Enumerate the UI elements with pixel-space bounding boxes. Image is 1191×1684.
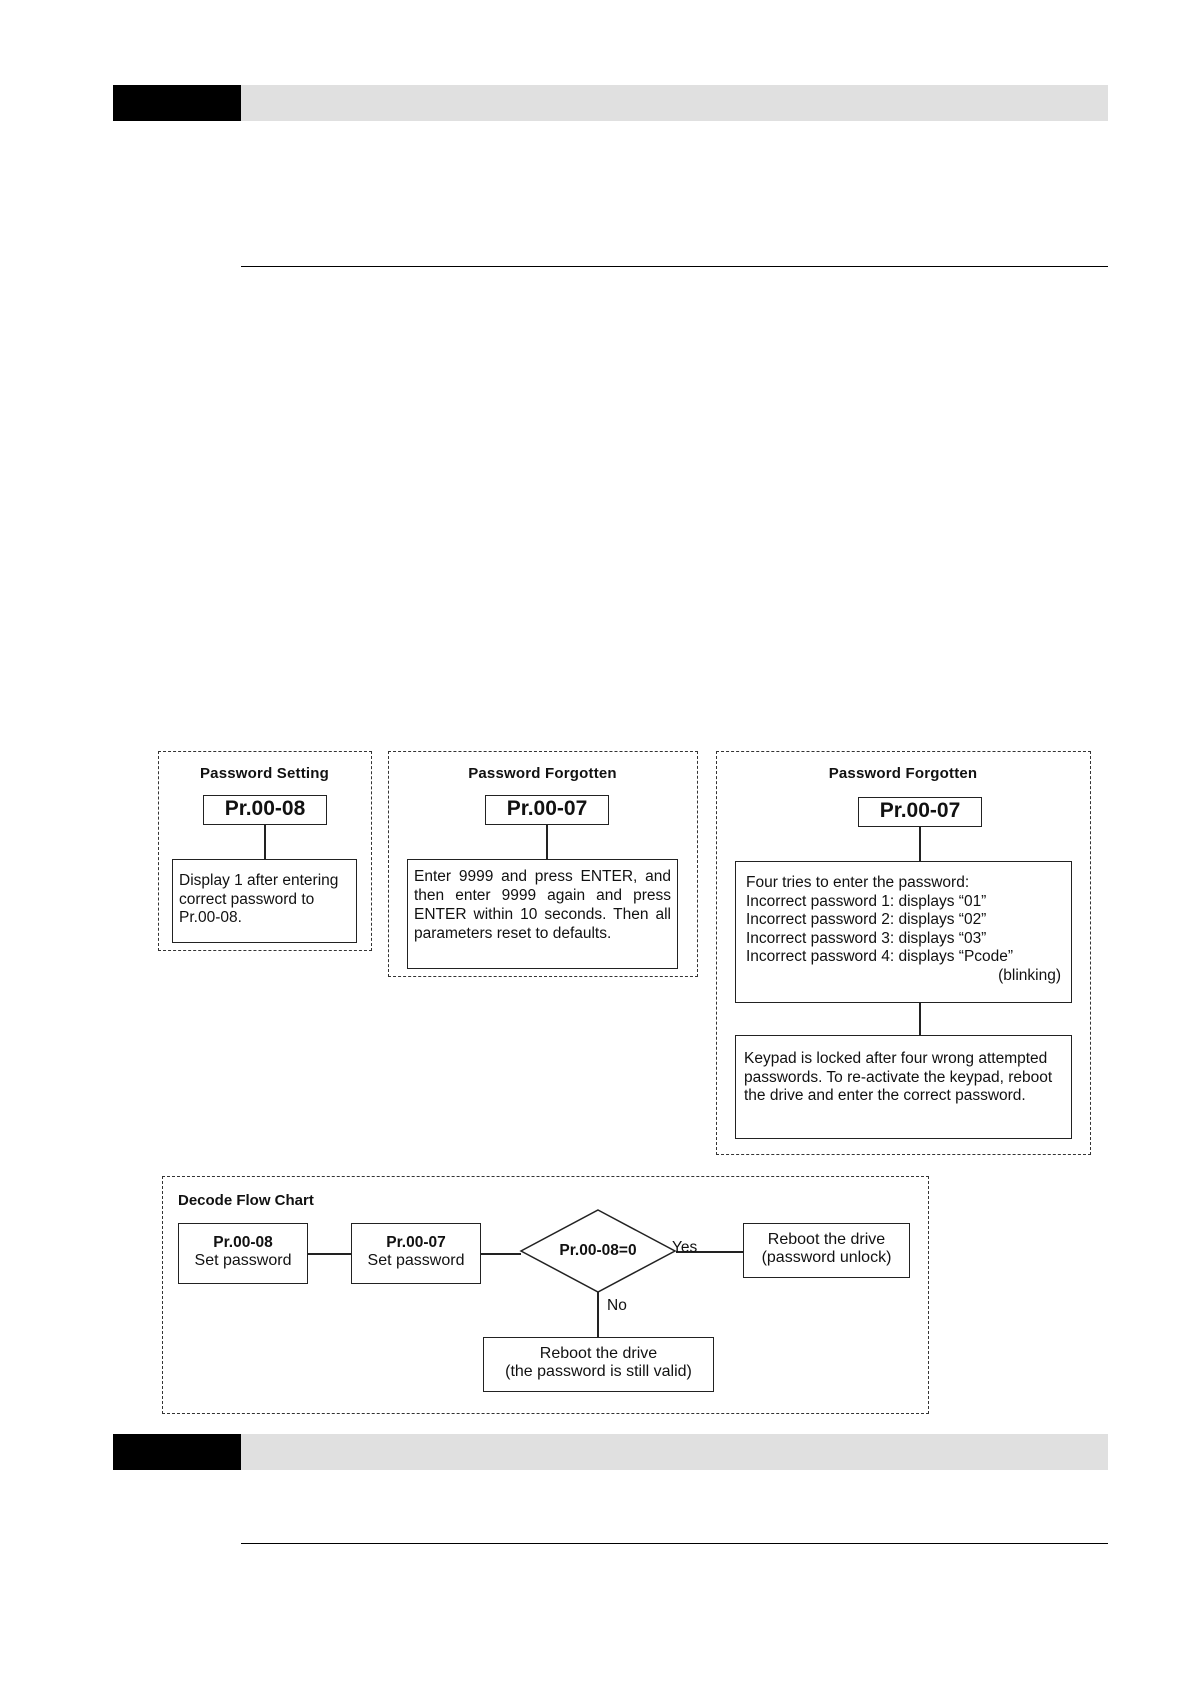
decision-label: Pr.00-08=0	[559, 1242, 637, 1259]
connector-line	[308, 1253, 351, 1255]
result-line: (password unlock)	[761, 1249, 892, 1266]
param-box: Pr.00-08	[203, 795, 327, 825]
result-line: Reboot the drive	[539, 1345, 658, 1362]
divider-rule	[241, 266, 1108, 267]
connector-line	[546, 825, 548, 859]
step-label: Set password	[194, 1252, 292, 1269]
header-gray-bar	[241, 85, 1108, 121]
tries-line: (blinking)	[998, 966, 1061, 984]
panel-title: Decode Flow Chart	[178, 1192, 314, 1209]
password-setting-panel	[158, 751, 372, 951]
param-box: Pr.00-07	[858, 797, 982, 827]
no-label: No	[607, 1297, 627, 1314]
footer-black-tab	[113, 1434, 241, 1470]
tries-line: Incorrect password 4: displays “Pcode”	[746, 948, 1014, 965]
panel-title: Password Setting	[199, 765, 330, 782]
result-box-still-valid	[483, 1337, 714, 1392]
locked-box: Keypad is locked after four wrong attempted passwords. To re-activate the keypad, reboot the drive and enter the correct password.	[735, 1035, 1072, 1139]
tries-line: Incorrect password 3: displays “03”	[746, 929, 987, 947]
result-box-unlock	[743, 1223, 910, 1278]
tries-box	[735, 861, 1072, 1003]
footer-gray-bar	[241, 1434, 1108, 1470]
tries-line: Incorrect password 1: displays “01”	[746, 892, 987, 910]
panel-title: Password Forgotten	[828, 765, 978, 782]
param-box: Pr.00-07	[485, 795, 609, 825]
yes-label: Yes	[672, 1239, 698, 1256]
tries-line: Four tries to enter the password:	[746, 874, 970, 891]
result-line: Reboot the drive	[767, 1231, 886, 1248]
note-box: Display 1 after entering correct password to Pr.00-08.	[172, 859, 357, 943]
connector-line	[919, 1003, 921, 1035]
tries-line: Incorrect password 2: displays “02”	[746, 911, 987, 928]
step-label: Set password	[367, 1252, 465, 1269]
result-line: (the password is still valid)	[505, 1363, 692, 1380]
password-forgotten-panel-2	[716, 751, 1091, 1155]
connector-line	[919, 827, 921, 861]
step-param: Pr.00-08	[213, 1234, 273, 1251]
step-param: Pr.00-07	[386, 1234, 446, 1251]
header-black-tab	[113, 85, 241, 121]
panel-title: Password Forgotten	[468, 765, 617, 782]
connector-line	[264, 825, 266, 859]
decode-flow-chart-panel	[162, 1176, 929, 1414]
connector-line-no	[597, 1292, 599, 1337]
divider-rule	[241, 1543, 1108, 1544]
connector-line	[481, 1253, 521, 1255]
password-forgotten-panel-1	[388, 751, 698, 977]
step-box-pr-00-08	[178, 1223, 308, 1284]
note-box: Enter 9999 and press ENTER, and then enter 9999 again and press ENTER within 10 seconds. Then all parameters reset to defaults.	[407, 859, 678, 969]
step-box-pr-00-07	[351, 1223, 481, 1284]
